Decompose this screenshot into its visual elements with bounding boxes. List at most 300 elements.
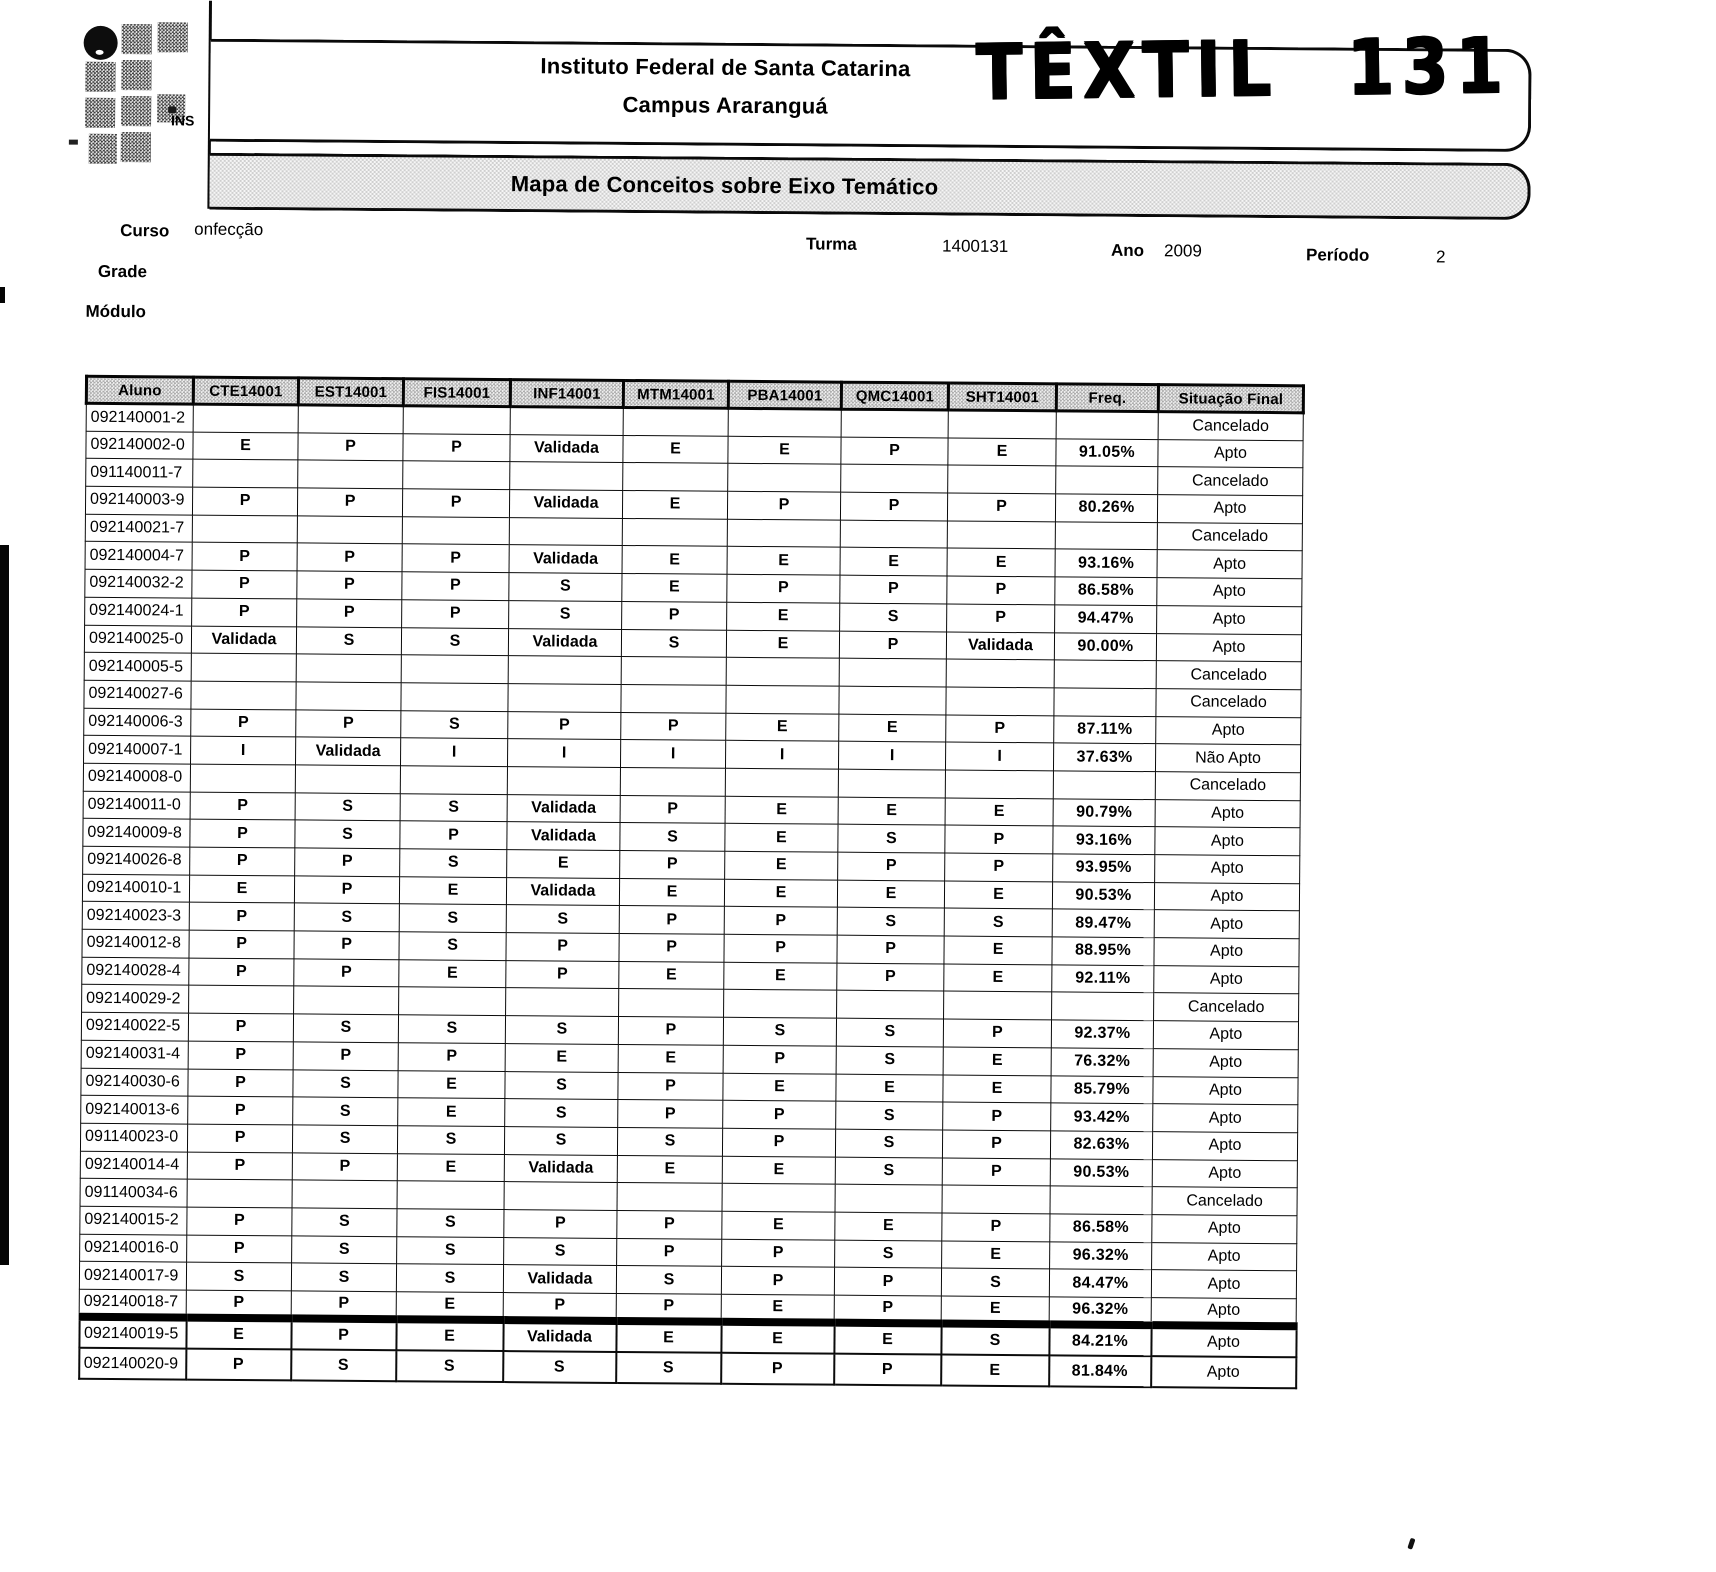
- grade-cell: [946, 687, 1054, 716]
- grade-cell: P: [503, 1293, 616, 1322]
- modulo-label: Módulo: [85, 301, 147, 322]
- student-id-cell: 092140004-7: [85, 542, 192, 571]
- grade-cell: E: [396, 1292, 503, 1321]
- final-status-cell: Apto: [1153, 1021, 1298, 1050]
- grade-cell: P: [839, 631, 946, 660]
- grade-cell: S: [944, 908, 1052, 937]
- grade-cell: E: [944, 964, 1052, 993]
- frequency-cell: 85.79%: [1051, 1075, 1153, 1103]
- grade-cell: Validada: [508, 628, 621, 657]
- grade-cell: I: [620, 740, 725, 769]
- grade-cell: S: [836, 1101, 943, 1130]
- grade-cell: P: [616, 1293, 721, 1322]
- grade-cell: P: [619, 906, 724, 935]
- grade-cell: [621, 657, 726, 686]
- final-status-cell: Apto: [1153, 1076, 1298, 1105]
- grade-cell: P: [724, 934, 837, 963]
- grade-cell: S: [723, 1017, 836, 1046]
- final-status-cell: Apto: [1155, 827, 1300, 856]
- frequency-cell: 90.00%: [1054, 632, 1156, 660]
- student-id-cell: 092140008-0: [83, 763, 190, 792]
- grade-cell: I: [191, 736, 296, 765]
- frequency-cell: 92.37%: [1051, 1020, 1153, 1048]
- final-status-cell: Apto: [1151, 1298, 1296, 1327]
- frequency-cell: 93.42%: [1051, 1103, 1153, 1131]
- grade-cell: [508, 656, 621, 685]
- grade-cell: E: [399, 959, 506, 988]
- student-id-cell: 092140016-0: [80, 1234, 187, 1263]
- grade-cell: S: [292, 1236, 397, 1265]
- student-id-cell: 092140028-4: [82, 957, 189, 986]
- grade-cell: S: [295, 820, 400, 849]
- grade-cell: P: [294, 931, 399, 960]
- grade-cell: [292, 1180, 397, 1209]
- periodo-value: 2: [1435, 247, 1446, 267]
- final-status-cell: Apto: [1158, 439, 1303, 468]
- grade-cell: S: [503, 1351, 616, 1383]
- grade-cell: E: [944, 936, 1052, 965]
- grade-cell: [726, 685, 839, 714]
- frequency-cell: 96.32%: [1049, 1297, 1151, 1325]
- grade-cell: P: [293, 1042, 398, 1071]
- grade-cell: P: [292, 1152, 397, 1181]
- grade-cell: P: [291, 1291, 396, 1320]
- grade-cell: [402, 516, 509, 545]
- grade-cell: [403, 406, 510, 435]
- grade-cell: [192, 515, 297, 544]
- grade-cell: [946, 659, 1054, 688]
- grade-cell: S: [840, 603, 947, 632]
- grade-label: Grade: [97, 261, 148, 282]
- student-id-cell: 092140011-0: [83, 791, 190, 820]
- final-status-cell: Apto: [1155, 799, 1300, 828]
- grade-cell: P: [834, 1295, 941, 1324]
- frequency-cell: 91.05%: [1056, 439, 1158, 467]
- grade-cell: P: [721, 1267, 834, 1296]
- grade-cell: P: [192, 543, 297, 572]
- grade-cell: P: [942, 1213, 1050, 1242]
- grade-cell: E: [726, 630, 839, 659]
- grade-cell: P: [618, 1072, 723, 1101]
- grade-cell: P: [947, 576, 1055, 605]
- grade-cell: S: [838, 824, 945, 853]
- grade-cell: [401, 683, 508, 712]
- grade-cell: S: [398, 1015, 505, 1044]
- final-status-cell: Apto: [1151, 1325, 1296, 1357]
- grade-cell: S: [292, 1208, 397, 1237]
- grade-cell: Validada: [510, 434, 623, 463]
- final-status-cell: Apto: [1157, 578, 1302, 607]
- grade-cell: E: [398, 1098, 505, 1127]
- grade-cell: P: [841, 437, 948, 466]
- turma-label: Turma: [806, 234, 857, 254]
- grade-cell: P: [294, 876, 399, 905]
- frequency-cell: 86.58%: [1050, 1214, 1152, 1242]
- grade-cell: E: [399, 876, 506, 905]
- grade-cell: P: [618, 1017, 723, 1046]
- frequency-cell: 37.63%: [1053, 743, 1155, 771]
- grade-cell: [840, 520, 947, 549]
- frequency-cell: [1052, 992, 1154, 1020]
- grade-cell: S: [620, 823, 725, 852]
- frequency-cell: 90.53%: [1050, 1158, 1152, 1186]
- grade-cell: P: [620, 795, 725, 824]
- grade-cell: E: [837, 880, 944, 909]
- final-status-cell: Apto: [1153, 1104, 1298, 1133]
- grade-cell: P: [402, 489, 509, 518]
- grade-cell: [507, 767, 620, 796]
- grade-cell: S: [296, 626, 401, 655]
- final-status-cell: Não Apto: [1155, 744, 1300, 773]
- grade-cell: [508, 683, 621, 712]
- grade-cell: E: [617, 1155, 722, 1184]
- grade-cell: P: [188, 1096, 293, 1125]
- frequency-cell: 93.16%: [1055, 549, 1157, 577]
- grade-cell: Validada: [946, 632, 1054, 661]
- grade-cell: Validada: [509, 545, 622, 574]
- grade-cell: S: [397, 1236, 504, 1265]
- grade-cell: P: [187, 1124, 292, 1153]
- grade-cell: [726, 657, 839, 686]
- grade-cell: P: [620, 850, 725, 879]
- grade-cell: P: [618, 1100, 723, 1129]
- column-header-8: SHT14001: [948, 383, 1056, 411]
- grade-cell: P: [727, 574, 840, 603]
- grade-cell: P: [297, 543, 402, 572]
- grade-cell: P: [942, 1158, 1050, 1187]
- grade-cell: P: [506, 933, 619, 962]
- grade-cell: E: [622, 546, 727, 575]
- frequency-cell: [1056, 411, 1158, 439]
- grade-cell: E: [505, 1043, 618, 1072]
- final-status-cell: Cancelado: [1156, 661, 1301, 690]
- grade-cell: P: [837, 935, 944, 964]
- final-status-cell: Apto: [1152, 1132, 1297, 1161]
- student-id-cell: 092140029-2: [82, 985, 189, 1014]
- grade-cell: [728, 408, 841, 437]
- grade-cell: P: [722, 1128, 835, 1157]
- grade-cell: E: [721, 1322, 834, 1354]
- grade-cell: P: [186, 1290, 291, 1319]
- grade-cell: P: [945, 853, 1053, 882]
- frequency-cell: 93.16%: [1053, 826, 1155, 854]
- final-status-cell: Cancelado: [1157, 522, 1302, 551]
- grade-cell: E: [726, 713, 839, 742]
- grade-cell: E: [398, 1070, 505, 1099]
- student-id-cell: 092140030-6: [81, 1068, 188, 1097]
- grade-cell: [837, 991, 944, 1020]
- grade-cell: E: [724, 962, 837, 991]
- frequency-cell: 80.26%: [1055, 494, 1157, 522]
- grade-cell: [399, 987, 506, 1016]
- student-id-cell: 092140032-2: [85, 569, 192, 598]
- grade-cell: [623, 463, 728, 492]
- grade-cell: I: [507, 739, 620, 768]
- grade-cell: [506, 988, 619, 1017]
- final-status-cell: Apto: [1156, 633, 1301, 662]
- grade-cell: [839, 658, 946, 687]
- final-status-cell: Apto: [1154, 882, 1299, 911]
- frequency-cell: 84.21%: [1049, 1325, 1151, 1357]
- turma-value: 1400131: [942, 236, 1009, 256]
- grade-cell: S: [399, 904, 506, 933]
- grade-cell: P: [946, 715, 1054, 744]
- grade-cell: P: [621, 712, 726, 741]
- student-id-cell: 092140024-1: [85, 597, 192, 626]
- frequency-cell: 90.53%: [1052, 882, 1154, 910]
- grade-cell: P: [190, 847, 295, 876]
- column-header-2: EST14001: [298, 378, 403, 406]
- grade-cell: P: [947, 604, 1055, 633]
- grade-cell: [724, 990, 837, 1019]
- grade-cell: E: [840, 548, 947, 577]
- institution-title: Instituto Federal de Santa Catarina: [540, 53, 911, 82]
- frequency-cell: 92.11%: [1052, 965, 1154, 993]
- grade-cell: P: [402, 600, 509, 629]
- grade-cell: [187, 1179, 292, 1208]
- grade-cell: P: [295, 848, 400, 877]
- column-header-6: PBA14001: [728, 381, 841, 409]
- grade-cell: [942, 1185, 1050, 1214]
- grade-cell: P: [508, 711, 621, 740]
- ink-tick-artifact: [1407, 1538, 1415, 1550]
- curso-value: onfecção: [194, 219, 264, 240]
- grade-cell: E: [727, 547, 840, 576]
- grade-cell: P: [722, 1239, 835, 1268]
- grade-cell: [727, 519, 840, 548]
- student-id-cell: 092140014-4: [80, 1151, 187, 1180]
- grade-cell: P: [186, 1349, 291, 1381]
- student-id-cell: 092140018-7: [79, 1289, 186, 1318]
- grade-cell: S: [621, 629, 726, 658]
- frequency-cell: 76.32%: [1051, 1048, 1153, 1076]
- grade-cell: E: [397, 1153, 504, 1182]
- grade-cell: S: [396, 1350, 503, 1382]
- grade-cell: P: [192, 487, 297, 516]
- grade-cell: S: [293, 1097, 398, 1126]
- grade-cell: [189, 986, 294, 1015]
- grade-cell: [191, 681, 296, 710]
- grade-cell: P: [188, 1013, 293, 1042]
- grade-cell: P: [840, 575, 947, 604]
- grade-cell: S: [291, 1350, 396, 1382]
- student-id-cell: 092140031-4: [81, 1040, 188, 1069]
- grade-cell: P: [192, 598, 297, 627]
- grade-cell: Validada: [509, 490, 622, 519]
- frequency-cell: 90.79%: [1053, 798, 1155, 826]
- grade-cell: P: [943, 1102, 1051, 1131]
- grade-cell: [510, 407, 623, 436]
- logo-text: INS: [170, 112, 195, 129]
- grade-cell: S: [294, 903, 399, 932]
- grade-cell: E: [622, 491, 727, 520]
- frequency-cell: 94.47%: [1055, 605, 1157, 633]
- grade-cell: [401, 655, 508, 684]
- final-status-cell: Apto: [1157, 550, 1302, 579]
- grade-cell: S: [186, 1262, 291, 1291]
- final-status-cell: Apto: [1156, 716, 1301, 745]
- grade-cell: P: [398, 1043, 505, 1072]
- student-id-cell: 091140034-6: [80, 1178, 187, 1207]
- grade-cell: E: [943, 1047, 1051, 1076]
- grade-cell: E: [396, 1319, 503, 1351]
- grade-cell: P: [297, 571, 402, 600]
- frequency-cell: 81.84%: [1049, 1356, 1151, 1388]
- grade-cell: P: [504, 1209, 617, 1238]
- final-status-cell: Cancelado: [1154, 993, 1299, 1022]
- grade-cell: Validada: [504, 1154, 617, 1183]
- grade-cell: S: [505, 1016, 618, 1045]
- grade-cell: P: [187, 1152, 292, 1181]
- grade-cell: [945, 770, 1053, 799]
- final-status-cell: Apto: [1157, 605, 1302, 634]
- student-id-cell: 092140026-8: [83, 846, 190, 875]
- column-header-0: Aluno: [86, 376, 193, 404]
- ano-label: Ano: [1110, 240, 1145, 261]
- grade-cell: P: [188, 1041, 293, 1070]
- grade-cell: [397, 1181, 504, 1210]
- grade-cell: [948, 465, 1056, 494]
- grade-cell: S: [835, 1129, 942, 1158]
- grade-cell: S: [401, 710, 508, 739]
- grade-cell: [296, 654, 401, 683]
- report-title: Mapa de Conceitos sobre Eixo Temático: [510, 171, 939, 200]
- grade-cell: P: [840, 492, 947, 521]
- grade-cell: E: [943, 1074, 1051, 1103]
- student-id-cell: 092140002-0: [86, 431, 193, 460]
- grade-cell: [839, 686, 946, 715]
- grade-cell: P: [297, 599, 402, 628]
- grade-cell: P: [400, 821, 507, 850]
- frequency-cell: [1054, 688, 1156, 716]
- grade-cell: S: [836, 1018, 943, 1047]
- grade-cell: E: [193, 432, 298, 461]
- grade-cell: E: [945, 798, 1053, 827]
- student-id-cell: 092140001-2: [86, 403, 193, 432]
- grade-cell: E: [622, 574, 727, 603]
- frequency-cell: [1056, 466, 1158, 494]
- grade-cell: P: [942, 1130, 1050, 1159]
- grade-cell: E: [839, 714, 946, 743]
- grade-cell: P: [947, 493, 1055, 522]
- table-body-continuation: [79, 1317, 1296, 1389]
- grade-cell: E: [836, 1074, 943, 1103]
- grade-cell: E: [618, 1044, 723, 1073]
- final-status-cell: Apto: [1152, 1215, 1297, 1244]
- grade-cell: E: [838, 797, 945, 826]
- grade-cell: P: [617, 1238, 722, 1267]
- column-header-5: MTM14001: [623, 380, 728, 408]
- grade-cell: [509, 517, 622, 546]
- table-body: [79, 403, 1303, 1326]
- grade-cell: P: [506, 960, 619, 989]
- grade-cell: S: [941, 1268, 1049, 1297]
- student-id-cell: 092140022-5: [81, 1012, 188, 1041]
- grade-cell: [835, 1184, 942, 1213]
- grade-cell: I: [725, 741, 838, 770]
- grade-cell: [193, 459, 298, 488]
- student-id-cell: 092140020-9: [79, 1348, 186, 1380]
- grade-cell: [841, 409, 948, 438]
- grade-cell: P: [403, 433, 510, 462]
- grade-cell: P: [191, 709, 296, 738]
- grade-cell: S: [400, 849, 507, 878]
- grade-cell: E: [835, 1212, 942, 1241]
- grade-cell: S: [399, 932, 506, 961]
- frequency-cell: [1053, 771, 1155, 799]
- grade-cell: E: [944, 881, 1052, 910]
- grade-cell: S: [836, 1046, 943, 1075]
- grade-cell: S: [617, 1127, 722, 1156]
- grade-cell: I: [838, 741, 945, 770]
- grade-cell: [298, 405, 403, 434]
- grade-cell: P: [727, 491, 840, 520]
- grade-cell: P: [834, 1354, 941, 1386]
- grade-cell: P: [838, 852, 945, 881]
- grade-cell: [193, 404, 298, 433]
- student-id-cell: 092140003-9: [85, 486, 192, 515]
- final-status-cell: Cancelado: [1158, 412, 1303, 441]
- grade-cell: Validada: [503, 1320, 616, 1352]
- logo-circle: [84, 26, 118, 60]
- curso-label: Curso: [120, 221, 170, 241]
- grade-cell: P: [192, 570, 297, 599]
- grade-cell: E: [616, 1321, 721, 1353]
- grade-cell: E: [727, 602, 840, 631]
- grades-table: [77, 375, 1305, 1390]
- grade-cell: E: [724, 879, 837, 908]
- final-status-cell: Apto: [1154, 910, 1299, 939]
- grade-cell: [617, 1183, 722, 1212]
- final-status-cell: Cancelado: [1156, 689, 1301, 718]
- student-id-cell: 091140023-0: [80, 1123, 187, 1152]
- periodo-label: Período: [1305, 245, 1370, 265]
- grade-cell: [725, 768, 838, 797]
- grade-cell: E: [947, 548, 1055, 577]
- grade-cell: [722, 1184, 835, 1213]
- grade-cell: [403, 461, 510, 490]
- grade-cell: E: [728, 436, 841, 465]
- grade-cell: S: [504, 1126, 617, 1155]
- grade-cell: P: [834, 1267, 941, 1296]
- grade-cell: P: [721, 1353, 834, 1385]
- student-id-cell: 091140011-7: [86, 459, 193, 488]
- frequency-cell: 84.47%: [1049, 1269, 1151, 1297]
- grade-cell: [623, 407, 728, 436]
- grade-cell: [620, 767, 725, 796]
- frequency-cell: 82.63%: [1050, 1131, 1152, 1159]
- final-status-cell: Cancelado: [1158, 467, 1303, 496]
- report-title-bar: [209, 153, 1530, 220]
- grade-cell: S: [509, 573, 622, 602]
- grade-cell: [400, 766, 507, 795]
- grade-cell: S: [295, 793, 400, 822]
- grade-cell: S: [397, 1126, 504, 1155]
- grade-cell: P: [298, 433, 403, 462]
- student-id-cell: 092140015-2: [80, 1206, 187, 1235]
- grade-cell: [728, 464, 841, 493]
- grade-cell: I: [945, 742, 1053, 771]
- student-id-cell: 092140019-5: [79, 1317, 186, 1349]
- student-id-cell: 092140012-8: [82, 929, 189, 958]
- final-status-cell: Apto: [1151, 1356, 1296, 1388]
- grade-cell: S: [293, 1069, 398, 1098]
- grade-cell: [619, 989, 724, 1018]
- grade-cell: P: [402, 544, 509, 573]
- frequency-cell: 93.95%: [1053, 854, 1155, 882]
- grade-cell: I: [400, 738, 507, 767]
- grade-cell: E: [619, 961, 724, 990]
